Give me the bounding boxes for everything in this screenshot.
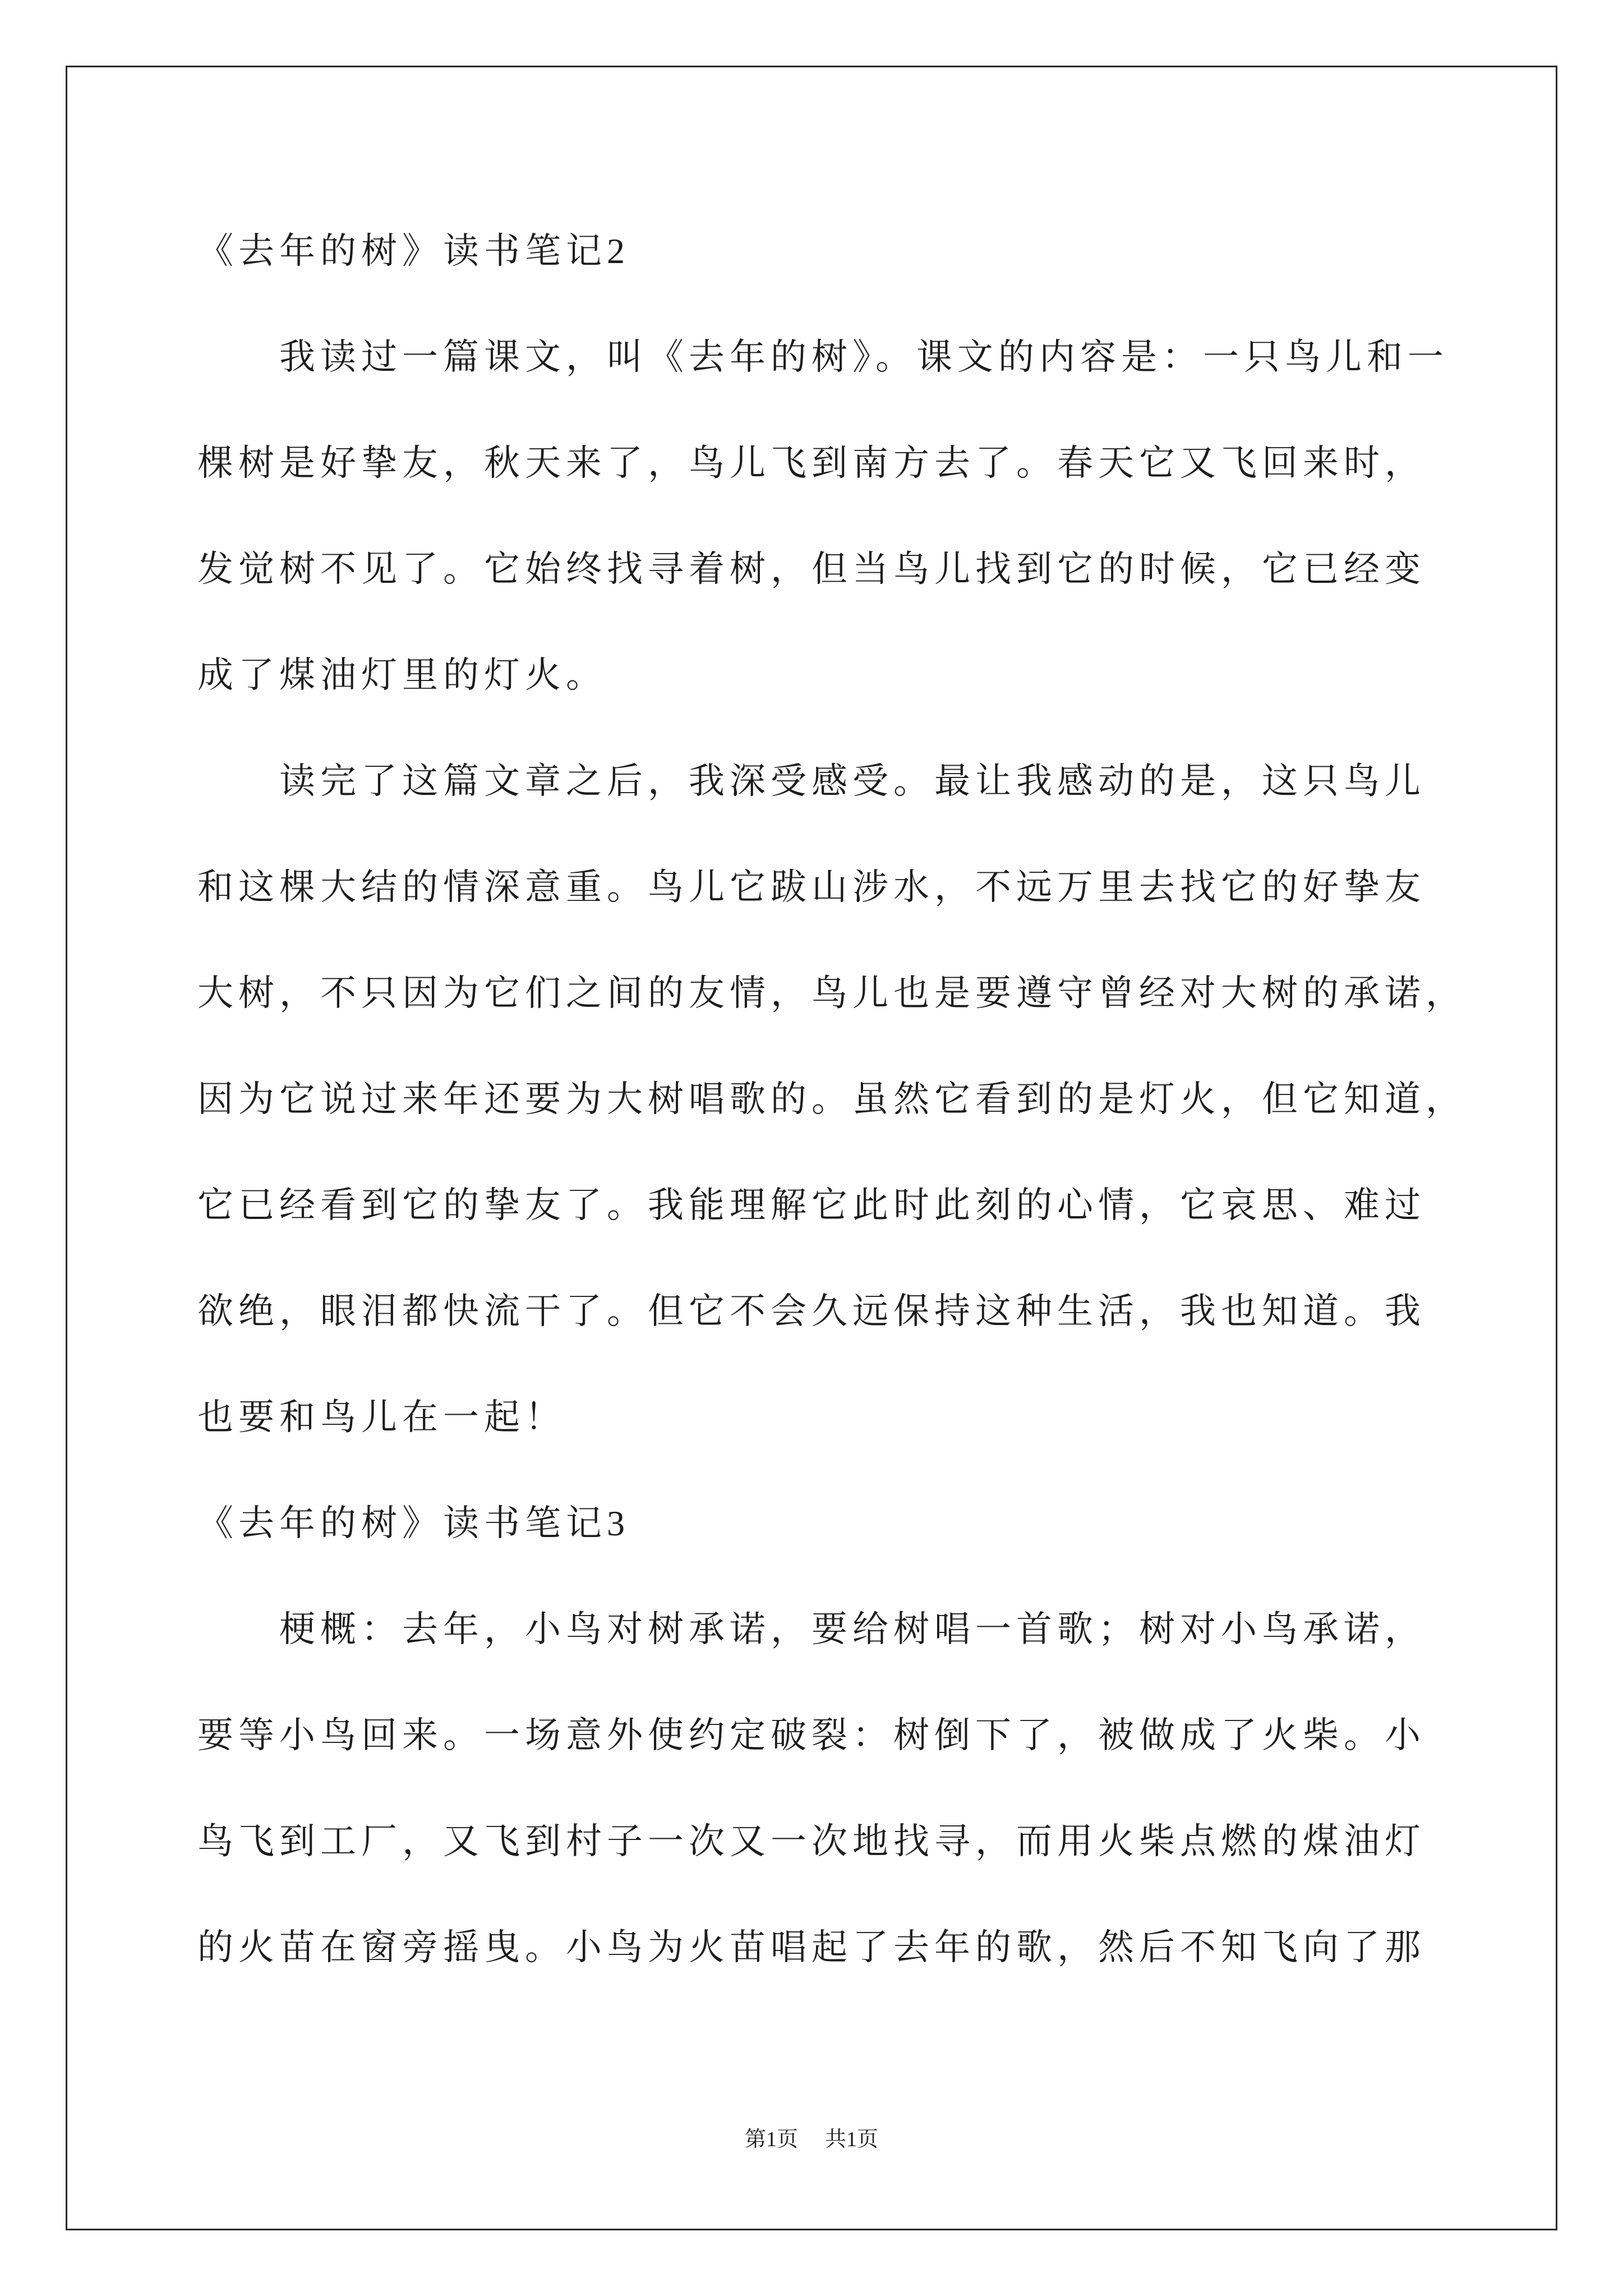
page-footer bbox=[0, 2125, 1623, 2154]
paragraph-line: 因为它说过来年还要为大树唱歌的。虽然它看到的是灯火，但它知道， bbox=[197, 1079, 1467, 1119]
paragraph-line: 大树，不只因为它们之间的友情，鸟儿也是要遵守曾经对大树的承诺， bbox=[197, 973, 1467, 1013]
paragraph-line: 和这棵大结的情深意重。鸟儿它跋山涉水，不远万里去找它的好挚友 bbox=[197, 867, 1426, 907]
paragraph bbox=[197, 304, 1487, 728]
paragraph bbox=[197, 728, 1487, 1470]
section-heading: 《去年的树》读书笔记3 bbox=[197, 1503, 630, 1543]
paragraph-line: 也要和鸟儿在一起！ bbox=[197, 1397, 566, 1437]
paragraph-line: 读完了这篇文章之后，我深受感受。最让我感动的是，这只鸟儿 bbox=[279, 761, 1426, 801]
paragraph-line: 棵树是好挚友，秋天来了，鸟儿飞到南方去了。春天它又飞回来时， bbox=[197, 443, 1426, 483]
paragraph-line: 的火苗在窗旁摇曳。小鸟为火苗唱起了去年的歌，然后不知飞向了那 bbox=[197, 1927, 1426, 1967]
document-body bbox=[197, 198, 1487, 2000]
page-total: 共1页 bbox=[825, 2128, 879, 2151]
paragraph-line: 梗概：去年，小鸟对树承诺，要给树唱一首歌；树对小鸟承诺， bbox=[279, 1609, 1426, 1649]
page-number: 第1页 bbox=[744, 2128, 798, 2151]
paragraph-line: 要等小鸟回来。一场意外使约定破裂：树倒下了，被做成了火柴。小 bbox=[197, 1715, 1426, 1755]
paragraph-line: 发觉树不见了。它始终找寻着树，但当鸟儿找到它的时候，它已经变 bbox=[197, 549, 1426, 589]
paragraph bbox=[197, 1576, 1487, 2000]
paragraph-line: 成了煤油灯里的灯火。 bbox=[197, 655, 607, 695]
paragraph-line: 它已经看到它的挚友了。我能理解它此时此刻的心情，它哀思、难过 bbox=[197, 1185, 1426, 1225]
paragraph-line: 鸟飞到工厂，又飞到村子一次又一次地找寻，而用火柴点燃的煤油灯 bbox=[197, 1821, 1426, 1861]
paragraph-line: 欲绝，眼泪都快流干了。但它不会久远保持这种生活，我也知道。我 bbox=[197, 1291, 1426, 1331]
paragraph-line: 我读过一篇课文，叫《去年的树》。课文的内容是：一只鸟儿和一 bbox=[279, 337, 1449, 377]
section-heading: 《去年的树》读书笔记2 bbox=[197, 231, 630, 271]
